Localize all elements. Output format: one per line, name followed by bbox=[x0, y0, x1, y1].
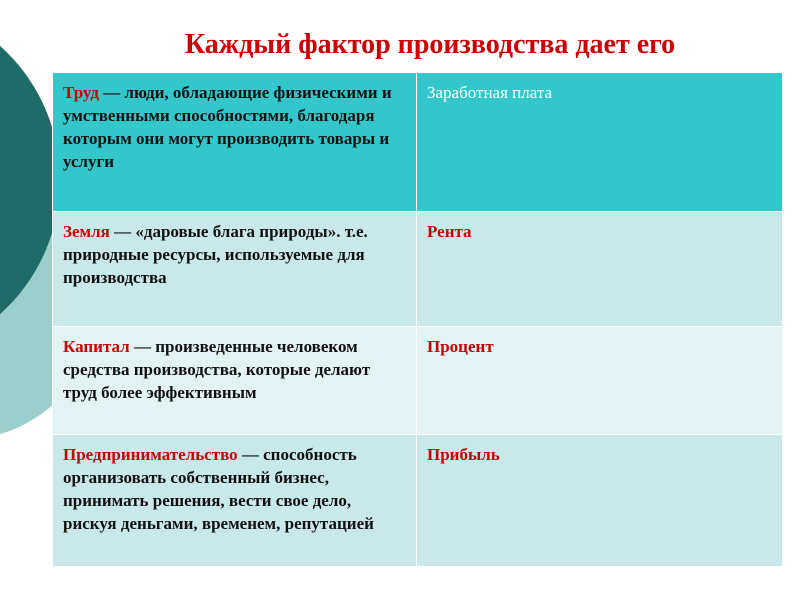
factor-term: Капитал bbox=[63, 337, 130, 356]
factor-term: Труд bbox=[63, 83, 99, 102]
income-cell bbox=[417, 327, 783, 435]
factors-table bbox=[52, 72, 783, 567]
income-cell bbox=[417, 435, 783, 567]
income-label: Процент bbox=[427, 337, 494, 356]
factor-cell bbox=[53, 435, 417, 567]
income-cell bbox=[417, 212, 783, 327]
table-row bbox=[53, 327, 783, 435]
factor-definition: — произведенные человеком средства производства, которые делают труд более эффективным bbox=[63, 337, 371, 402]
table-row bbox=[53, 212, 783, 327]
factor-definition: — способность организовать собственный бизнес, принимать решения, вести свое дело, рискуя деньгами, временем, репутацией bbox=[63, 445, 374, 533]
income-label: Прибыль bbox=[427, 445, 500, 464]
factor-cell bbox=[53, 73, 417, 212]
factor-term: Земля bbox=[63, 222, 110, 241]
factor-cell bbox=[53, 212, 417, 327]
factor-term: Предпринимательство bbox=[63, 445, 238, 464]
factor-definition: — люди, обладающие физическими и умственными способностями, благодаря которым они могут производить товары и услуги bbox=[63, 83, 392, 171]
income-label: Рента bbox=[427, 222, 472, 241]
table-row bbox=[53, 73, 783, 212]
factor-definition: — «даровые блага природы». т.е. природные ресурсы, используемые для производства bbox=[63, 222, 368, 287]
factor-cell bbox=[53, 327, 417, 435]
slide-title: Каждый фактор производства дает его bbox=[184, 29, 676, 60]
income-label: Заработная плата bbox=[427, 83, 553, 102]
income-cell bbox=[417, 73, 783, 212]
table-row bbox=[53, 435, 783, 567]
